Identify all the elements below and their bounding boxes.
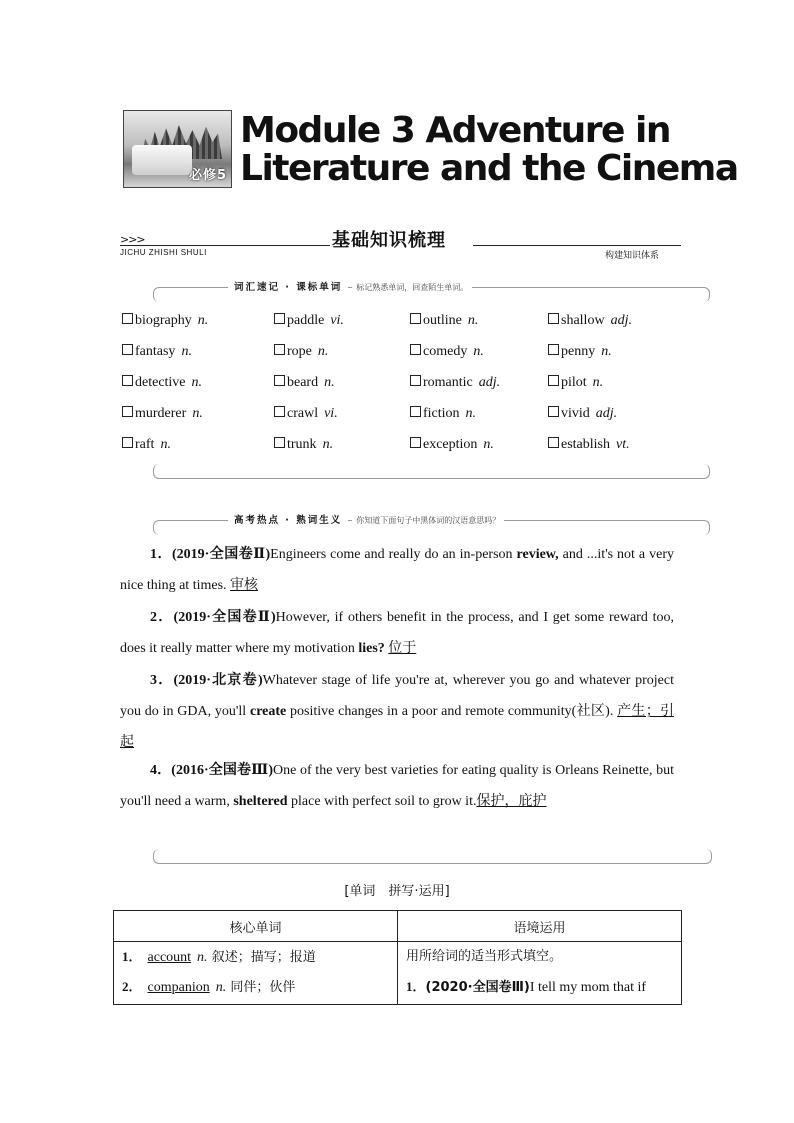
waterfall-graphic <box>132 145 192 175</box>
checkbox-icon <box>548 344 559 355</box>
hot-item-4 <box>120 755 674 817</box>
part-of-speech: vi. <box>324 406 338 421</box>
title-line-2: Literature and the Cinema <box>240 148 738 189</box>
part-of-speech: n. <box>592 375 604 390</box>
item-text: I tell my mom that if <box>529 980 647 995</box>
vocab-word: penny <box>561 344 596 359</box>
vocab-word-item <box>274 344 328 360</box>
vocab-word: exception <box>423 437 478 452</box>
part-of-speech: vt. <box>616 437 630 452</box>
checkbox-icon <box>274 375 285 386</box>
vocab-word: outline <box>423 313 462 328</box>
row-number: 2． <box>122 979 142 994</box>
item-source: (2016·全国卷Ⅲ) <box>171 763 274 778</box>
vocab-word: detective <box>135 375 186 390</box>
table-caption: [单词 拼写·运用] <box>344 884 450 899</box>
col-header-core-words: 核心单词 <box>114 911 398 942</box>
checkbox-icon <box>548 313 559 324</box>
vocab-word-item <box>274 437 333 453</box>
vocab-word-item <box>274 406 338 422</box>
part-of-speech: n. <box>601 344 612 359</box>
vocab-word: rope <box>287 344 312 359</box>
vocab-word-item <box>274 375 335 391</box>
vocab-word-item <box>122 344 192 360</box>
section-rule-left <box>120 245 330 246</box>
hot-item-3 <box>120 665 674 758</box>
vocab-word: beard <box>287 375 319 390</box>
section-title: 基础知识梳理 <box>332 230 446 251</box>
hot-box-heading: 高考热点 · 熟词生义 <box>228 515 348 526</box>
checkbox-icon <box>274 406 285 417</box>
part-of-speech: vi. <box>330 313 344 328</box>
core-word: account <box>147 950 192 965</box>
vocab-word: fantasy <box>135 344 176 359</box>
vocab-word: shallow <box>561 313 605 328</box>
vocab-word: murderer <box>135 406 187 421</box>
item-keyword: lies? <box>358 641 385 656</box>
part-of-speech: n. <box>322 437 334 452</box>
part-of-speech: n. <box>160 437 171 452</box>
part-of-speech: adj. <box>595 406 618 421</box>
checkbox-icon <box>410 344 421 355</box>
vocab-word-item <box>548 344 612 360</box>
title-line-1: Module 3 Adventure in <box>240 110 670 151</box>
part-of-speech: n. <box>191 375 203 390</box>
checkbox-icon <box>548 375 559 386</box>
vocab-word-item <box>122 313 208 329</box>
checkbox-icon <box>122 375 133 386</box>
core-word-row <box>122 972 389 1002</box>
item-source: (2019·全国卷Ⅱ) <box>173 610 276 625</box>
part-of-speech: n. <box>467 313 479 328</box>
part-of-speech: n. <box>181 344 192 359</box>
page-title <box>240 112 738 188</box>
part-of-speech: n. <box>324 375 335 390</box>
checkbox-icon <box>548 437 559 448</box>
checkbox-icon <box>122 313 133 324</box>
item-source: (2019·全国卷Ⅱ) <box>171 547 271 562</box>
item-answer: 位于 <box>388 640 417 656</box>
checkbox-icon <box>274 437 285 448</box>
part-of-speech: n. <box>483 437 494 452</box>
checkbox-icon <box>274 344 285 355</box>
vocab-word: fiction <box>423 406 460 421</box>
vocab-word: paddle <box>287 313 325 328</box>
vocab-box-header <box>228 277 472 295</box>
part-of-speech: n. <box>197 313 209 328</box>
checkbox-icon <box>274 313 285 324</box>
row-number: 1． <box>122 949 142 964</box>
core-word-row <box>122 942 389 972</box>
part-of-speech: n. <box>215 980 227 995</box>
item-number: 1． <box>406 979 426 994</box>
word-meaning: 叙述；描写；报道 <box>211 950 316 965</box>
item-answer: 产生；引起 <box>120 703 674 750</box>
item-text-tail: positive changes in a poor and remote community(社区). <box>286 704 614 719</box>
checkbox-icon <box>410 375 421 386</box>
checkbox-icon <box>122 406 133 417</box>
vocab-practice-table <box>113 910 682 1005</box>
hot-item-1 <box>120 539 674 601</box>
module-badge-image <box>123 110 232 188</box>
vocab-word: trunk <box>287 437 317 452</box>
part-of-speech: n. <box>317 344 329 359</box>
vocab-word: vivid <box>561 406 590 421</box>
item-text: Engineers come and really do an in-person <box>270 547 517 562</box>
word-meaning: 同伴；伙伴 <box>230 980 296 995</box>
vocab-word-item <box>122 437 171 453</box>
section-subtitle: 构建知识体系 <box>605 251 660 261</box>
checkbox-icon <box>122 437 133 448</box>
section-rule-right <box>473 245 681 246</box>
part-of-speech: adj. <box>610 313 632 328</box>
checkbox-icon <box>410 313 421 324</box>
badge-label: 必修5 <box>188 168 227 183</box>
item-text-tail: and ...it's not a very nice thing at times. <box>120 547 674 593</box>
item-keyword: create <box>249 704 287 719</box>
section-pinyin: JICHU ZHISHI SHULI <box>120 248 207 257</box>
core-words-cell <box>114 942 398 1005</box>
vocab-word: raft <box>135 437 155 452</box>
context-item <box>406 972 673 1002</box>
vocab-word-item <box>548 406 617 422</box>
hot-item-2 <box>120 602 674 664</box>
core-word: companion <box>147 980 210 995</box>
vocab-word: establish <box>561 437 610 452</box>
item-text-tail: place with perfect soil to grow it. <box>287 794 477 809</box>
item-number: 3． <box>150 673 174 688</box>
item-text: Whatever stage of life you're at, wherever you go and whatever project you do in GDA, you'll <box>120 673 674 719</box>
vocab-word: biography <box>135 313 192 328</box>
part-of-speech: adj. <box>478 375 501 390</box>
vocab-word: comedy <box>423 344 468 359</box>
vocab-word-item <box>410 313 478 329</box>
part-of-speech: n. <box>473 344 484 359</box>
vocab-word-item <box>548 313 632 329</box>
vocab-word-item <box>410 406 476 422</box>
item-source: (2019·北京卷) <box>173 673 263 688</box>
vocab-word: romantic <box>423 375 473 390</box>
vocab-word: crawl <box>287 406 319 421</box>
checkbox-icon <box>122 344 133 355</box>
vocab-word-item <box>410 344 484 360</box>
item-keyword: review, <box>516 547 559 562</box>
item-number: 2． <box>150 610 174 625</box>
checkbox-icon <box>548 406 559 417</box>
hot-box-bottom-frame <box>153 849 712 864</box>
item-text: However, if others benefit in the process, and I get some reward too, does it really matter where my motivation <box>120 610 674 656</box>
part-of-speech: n. <box>197 950 208 965</box>
vocab-word: pilot <box>561 375 587 390</box>
vocab-box-heading: 词汇速记 · 课标单词 <box>228 282 348 293</box>
vocab-box-bottom-frame <box>153 464 710 479</box>
vocab-word-item <box>122 375 202 391</box>
vocab-word-item <box>122 406 203 422</box>
item-number: 1． <box>150 547 172 562</box>
col-header-context-use: 语境运用 <box>398 911 682 942</box>
item-number: 4． <box>150 763 172 778</box>
part-of-speech: n. <box>465 406 477 421</box>
item-source: (2020·全国卷Ⅲ) <box>425 980 530 995</box>
vocab-word-item <box>410 375 500 391</box>
vocab-word-item <box>548 375 603 391</box>
vocab-word-item <box>274 313 344 329</box>
item-answer: 保护，庇护 <box>476 793 547 809</box>
vocab-word-item <box>410 437 494 453</box>
section-arrows: >>> <box>120 233 145 246</box>
hot-box-note: 你知道下面句子中黑体词的汉语意思吗？ <box>352 516 504 525</box>
context-use-cell <box>398 942 682 1005</box>
item-keyword: sheltered <box>233 794 288 809</box>
vocab-box-note: 标记熟悉单词，回查陌生单词。 <box>352 283 472 292</box>
checkbox-icon <box>410 406 421 417</box>
item-answer: 审核 <box>230 577 259 593</box>
instruction-text: 用所给词的适当形式填空。 <box>406 949 563 964</box>
part-of-speech: n. <box>192 406 203 421</box>
item-text: One of the very best varieties for eating quality is Orleans Reinette, but you'll need a warm, <box>120 763 674 809</box>
checkbox-icon <box>410 437 421 448</box>
vocab-word-item <box>548 437 630 453</box>
hot-box-header <box>228 510 504 528</box>
